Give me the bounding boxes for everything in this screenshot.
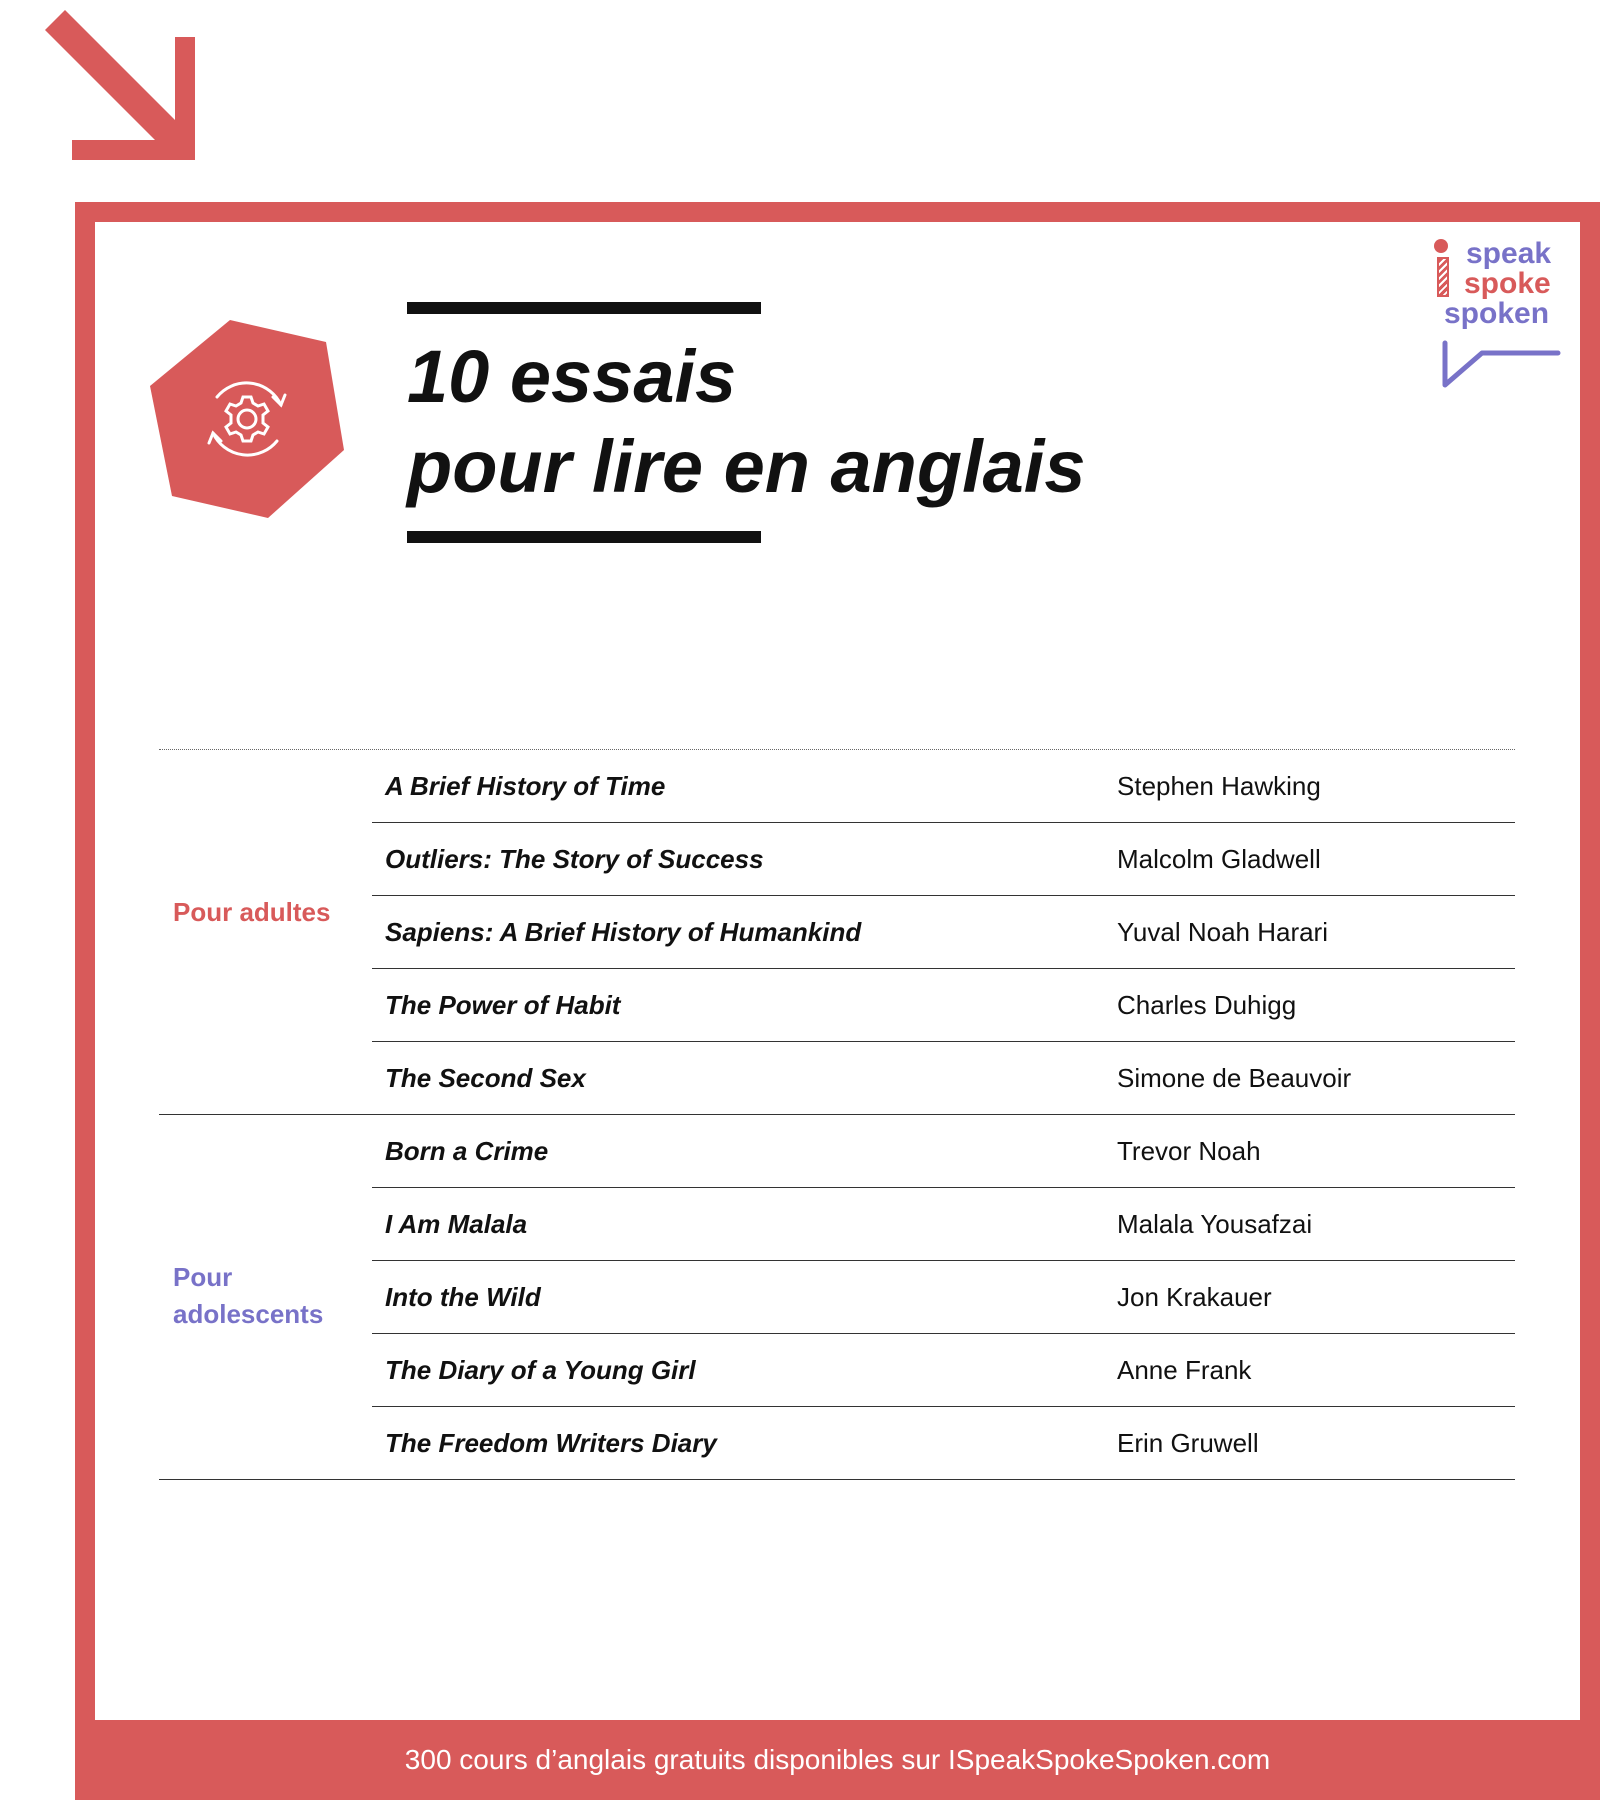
brand-logo xyxy=(1430,235,1560,395)
book-title: Outliers: The Story of Success xyxy=(385,844,764,874)
table-row xyxy=(372,823,1515,896)
table-row xyxy=(372,1407,1515,1480)
logo-word-speak: speak xyxy=(1466,237,1552,270)
book-title: The Freedom Writers Diary xyxy=(385,1428,717,1458)
book-title: Born a Crime xyxy=(385,1136,549,1166)
book-title: I Am Malala xyxy=(385,1209,528,1239)
table-row xyxy=(372,1042,1515,1115)
book-title: Into the Wild xyxy=(385,1282,541,1312)
logo-word-spoken: spoken xyxy=(1444,297,1550,330)
logo-dot xyxy=(1434,239,1448,253)
table-row xyxy=(372,969,1515,1042)
book-title: The Diary of a Young Girl xyxy=(385,1355,696,1385)
book-author: Trevor Noah xyxy=(1117,1136,1261,1166)
title-line-1: 10 essais xyxy=(407,335,737,418)
group-label-teens: Pour adolescents xyxy=(173,1262,324,1329)
book-title: The Power of Habit xyxy=(385,990,621,1020)
logo-word-spoke: spoke xyxy=(1464,267,1551,300)
book-title: A Brief History of Time xyxy=(385,771,666,801)
book-author: Malala Yousafzai xyxy=(1117,1209,1313,1239)
table-row xyxy=(372,750,1515,823)
speech-tail-icon xyxy=(1442,339,1562,389)
book-title: Sapiens: A Brief History of Humankind xyxy=(385,917,862,947)
group-label-adults: Pour adultes xyxy=(173,897,331,927)
book-author: Yuval Noah Harari xyxy=(1117,917,1328,947)
page-title xyxy=(407,332,1307,512)
table-row xyxy=(372,1115,1515,1188)
table-row xyxy=(372,1188,1515,1261)
book-author: Charles Duhigg xyxy=(1117,990,1297,1020)
table-row xyxy=(372,896,1515,969)
footer-text: 300 cours d’anglais gratuits disponibles sur ISpeakSpokeSpoken.com xyxy=(404,1744,1271,1775)
book-author: Stephen Hawking xyxy=(1117,771,1321,801)
title-line-2: pour lire en anglais xyxy=(407,425,1086,508)
logo-bar xyxy=(1437,257,1449,297)
book-author: Jon Krakauer xyxy=(1117,1282,1272,1312)
arrow-down-right-icon xyxy=(45,10,205,170)
title-bar-bottom xyxy=(407,531,761,543)
table-row xyxy=(372,1334,1515,1407)
book-author: Malcolm Gladwell xyxy=(1117,844,1321,874)
book-author: Simone de Beauvoir xyxy=(1117,1063,1352,1093)
table-row xyxy=(372,1261,1515,1334)
title-bar-top xyxy=(407,302,761,314)
book-author: Erin Gruwell xyxy=(1117,1428,1259,1458)
gear-refresh-icon xyxy=(148,318,346,520)
book-title: The Second Sex xyxy=(385,1063,586,1093)
book-author: Anne Frank xyxy=(1117,1355,1252,1385)
